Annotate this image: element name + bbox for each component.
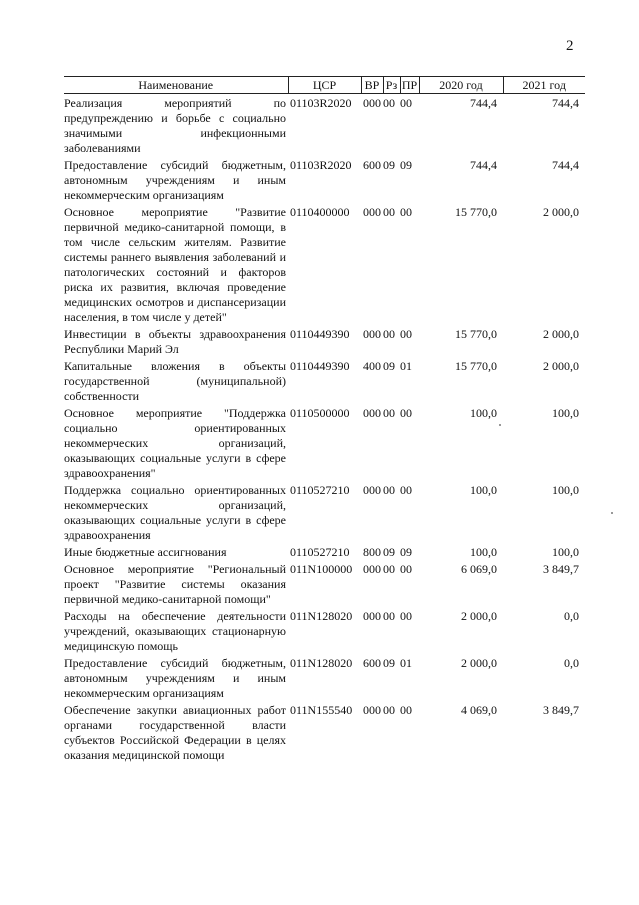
header-2021: 2021 год (503, 77, 585, 94)
scan-speck (611, 512, 613, 514)
table-row (64, 607, 585, 654)
row-name: Инвестиции в объекты здравоохранения Республики Марий Эл (64, 327, 286, 356)
row-name: Расходы на обеспечение деятельности учреждений, оказывающих стационарную медицинскую помощь (64, 609, 286, 653)
row-rz: 00 (383, 562, 395, 576)
row-rz: 00 (383, 703, 395, 717)
budget-table (64, 76, 585, 763)
row-vr: 400 (363, 359, 381, 373)
row-2021: 3 849,7 (543, 703, 579, 717)
table-row (64, 203, 585, 325)
scan-speck (499, 424, 501, 426)
row-2021: 744,4 (552, 158, 579, 172)
header-pr: ПР (401, 78, 418, 92)
row-csr: 011N128020 (290, 656, 353, 670)
header-name: Наименование (64, 77, 288, 94)
header-2020: 2020 год (419, 77, 503, 94)
row-2021: 744,4 (552, 96, 579, 110)
row-pr: 00 (400, 483, 412, 497)
row-pr: 01 (400, 359, 412, 373)
row-csr: 01103R2020 (290, 96, 352, 110)
row-name: Основное мероприятие "Региональный проект "Развитие системы оказания первичной медико-санитарной помощи" (64, 562, 286, 606)
row-csr: 011N100000 (290, 562, 353, 576)
table-row (64, 560, 585, 607)
table-row (64, 701, 585, 763)
row-pr: 00 (400, 703, 412, 717)
row-rz: 00 (383, 327, 395, 341)
row-2020: 100,0 (470, 406, 497, 420)
row-csr: 0110500000 (290, 406, 350, 420)
row-vr: 000 (363, 327, 381, 341)
row-2021: 2 000,0 (543, 359, 579, 373)
table-header-row (64, 77, 585, 94)
row-2021: 3 849,7 (543, 562, 579, 576)
table-row (64, 481, 585, 543)
table-row (64, 325, 585, 357)
row-name: Предоставление субсидий бюджетным, автономным учреждениям и иным некоммерческим организациям (64, 158, 286, 202)
row-csr: 0110449390 (290, 327, 350, 341)
row-pr: 00 (400, 562, 412, 576)
row-2020: 15 770,0 (455, 205, 497, 219)
row-csr: 0110527210 (290, 483, 350, 497)
row-2021: 100,0 (552, 545, 579, 559)
row-pr: 00 (400, 96, 412, 110)
row-name: Поддержка социально ориентированных некоммерческих организаций, оказывающих социальные услуги в сфере здравоохранения (64, 483, 286, 542)
row-2020: 4 069,0 (461, 703, 497, 717)
row-csr: 01103R2020 (290, 158, 352, 172)
header-csr: ЦСР (288, 77, 361, 94)
row-pr: 00 (400, 609, 412, 623)
header-vr: ВР (361, 77, 383, 94)
row-pr: 00 (400, 205, 412, 219)
row-rz: 09 (383, 545, 395, 559)
row-vr: 000 (363, 96, 381, 110)
row-vr: 800 (363, 545, 381, 559)
row-2020: 15 770,0 (455, 359, 497, 373)
row-rz: 09 (383, 359, 395, 373)
row-csr: 011N155540 (290, 703, 353, 717)
table-row (64, 654, 585, 701)
row-csr: 0110449390 (290, 359, 350, 373)
table-row (64, 94, 585, 157)
row-pr: 00 (400, 327, 412, 341)
table-row (64, 357, 585, 404)
row-2020: 100,0 (470, 483, 497, 497)
row-2021: 100,0 (552, 483, 579, 497)
row-name: Основное мероприятие "Развитие первичной медико-санитарной помощи, в том числе сельским жителям. Развитие системы раннего выявления заболеваний и патологических состояний и факторов риска их развития, включая проведение медицинских осмотров и диспансеризации населения, в том числе у детей" (64, 205, 286, 324)
row-2021: 0,0 (564, 609, 579, 623)
table-row (64, 404, 585, 481)
row-name: Реализация мероприятий по предупреждению и борьбе с социально значимыми инфекционными заболеваниями (64, 96, 286, 155)
row-rz: 09 (383, 656, 395, 670)
row-2020: 744,4 (470, 158, 497, 172)
row-rz: 00 (383, 609, 395, 623)
table-row (64, 543, 585, 560)
row-rz: 00 (383, 406, 395, 420)
row-csr: 0110400000 (290, 205, 350, 219)
row-vr: 600 (363, 158, 381, 172)
row-name: Основное мероприятие "Поддержка социально ориентированных некоммерческих организаций, оказывающих социальные услуги в сфере здравоохранения" (64, 406, 286, 480)
row-2021: 2 000,0 (543, 205, 579, 219)
row-vr: 000 (363, 562, 381, 576)
row-pr: 09 (400, 158, 412, 172)
row-2020: 744,4 (470, 96, 497, 110)
row-vr: 000 (363, 205, 381, 219)
row-2020: 15 770,0 (455, 327, 497, 341)
row-2020: 2 000,0 (461, 656, 497, 670)
row-csr: 011N128020 (290, 609, 353, 623)
row-2020: 100,0 (470, 545, 497, 559)
row-rz: 00 (383, 96, 395, 110)
row-2021: 100,0 (552, 406, 579, 420)
row-rz: 00 (383, 483, 395, 497)
row-name: Капитальные вложения в объекты государственной (муниципальной) собственности (64, 359, 286, 403)
row-2021: 2 000,0 (543, 327, 579, 341)
row-vr: 000 (363, 483, 381, 497)
row-vr: 000 (363, 703, 381, 717)
page-number: 2 (566, 38, 574, 54)
row-rz: 09 (383, 158, 395, 172)
table-row (64, 156, 585, 203)
row-pr: 09 (400, 545, 412, 559)
row-2021: 0,0 (564, 656, 579, 670)
row-2020: 6 069,0 (461, 562, 497, 576)
row-pr: 00 (400, 406, 412, 420)
row-name: Иные бюджетные ассигнования (64, 545, 227, 559)
row-vr: 000 (363, 609, 381, 623)
header-rz: Рз (383, 77, 400, 94)
row-vr: 000 (363, 406, 381, 420)
row-name: Обеспечение закупки авиационных работ органами государственной власти субъектов Российской Федерации в целях оказания медицинской помощи (64, 703, 286, 762)
row-vr: 600 (363, 656, 381, 670)
row-2020: 2 000,0 (461, 609, 497, 623)
row-name: Предоставление субсидий бюджетным, автономным учреждениям и иным некоммерческим организациям (64, 656, 286, 700)
row-csr: 0110527210 (290, 545, 350, 559)
row-rz: 00 (383, 205, 395, 219)
row-pr: 01 (400, 656, 412, 670)
